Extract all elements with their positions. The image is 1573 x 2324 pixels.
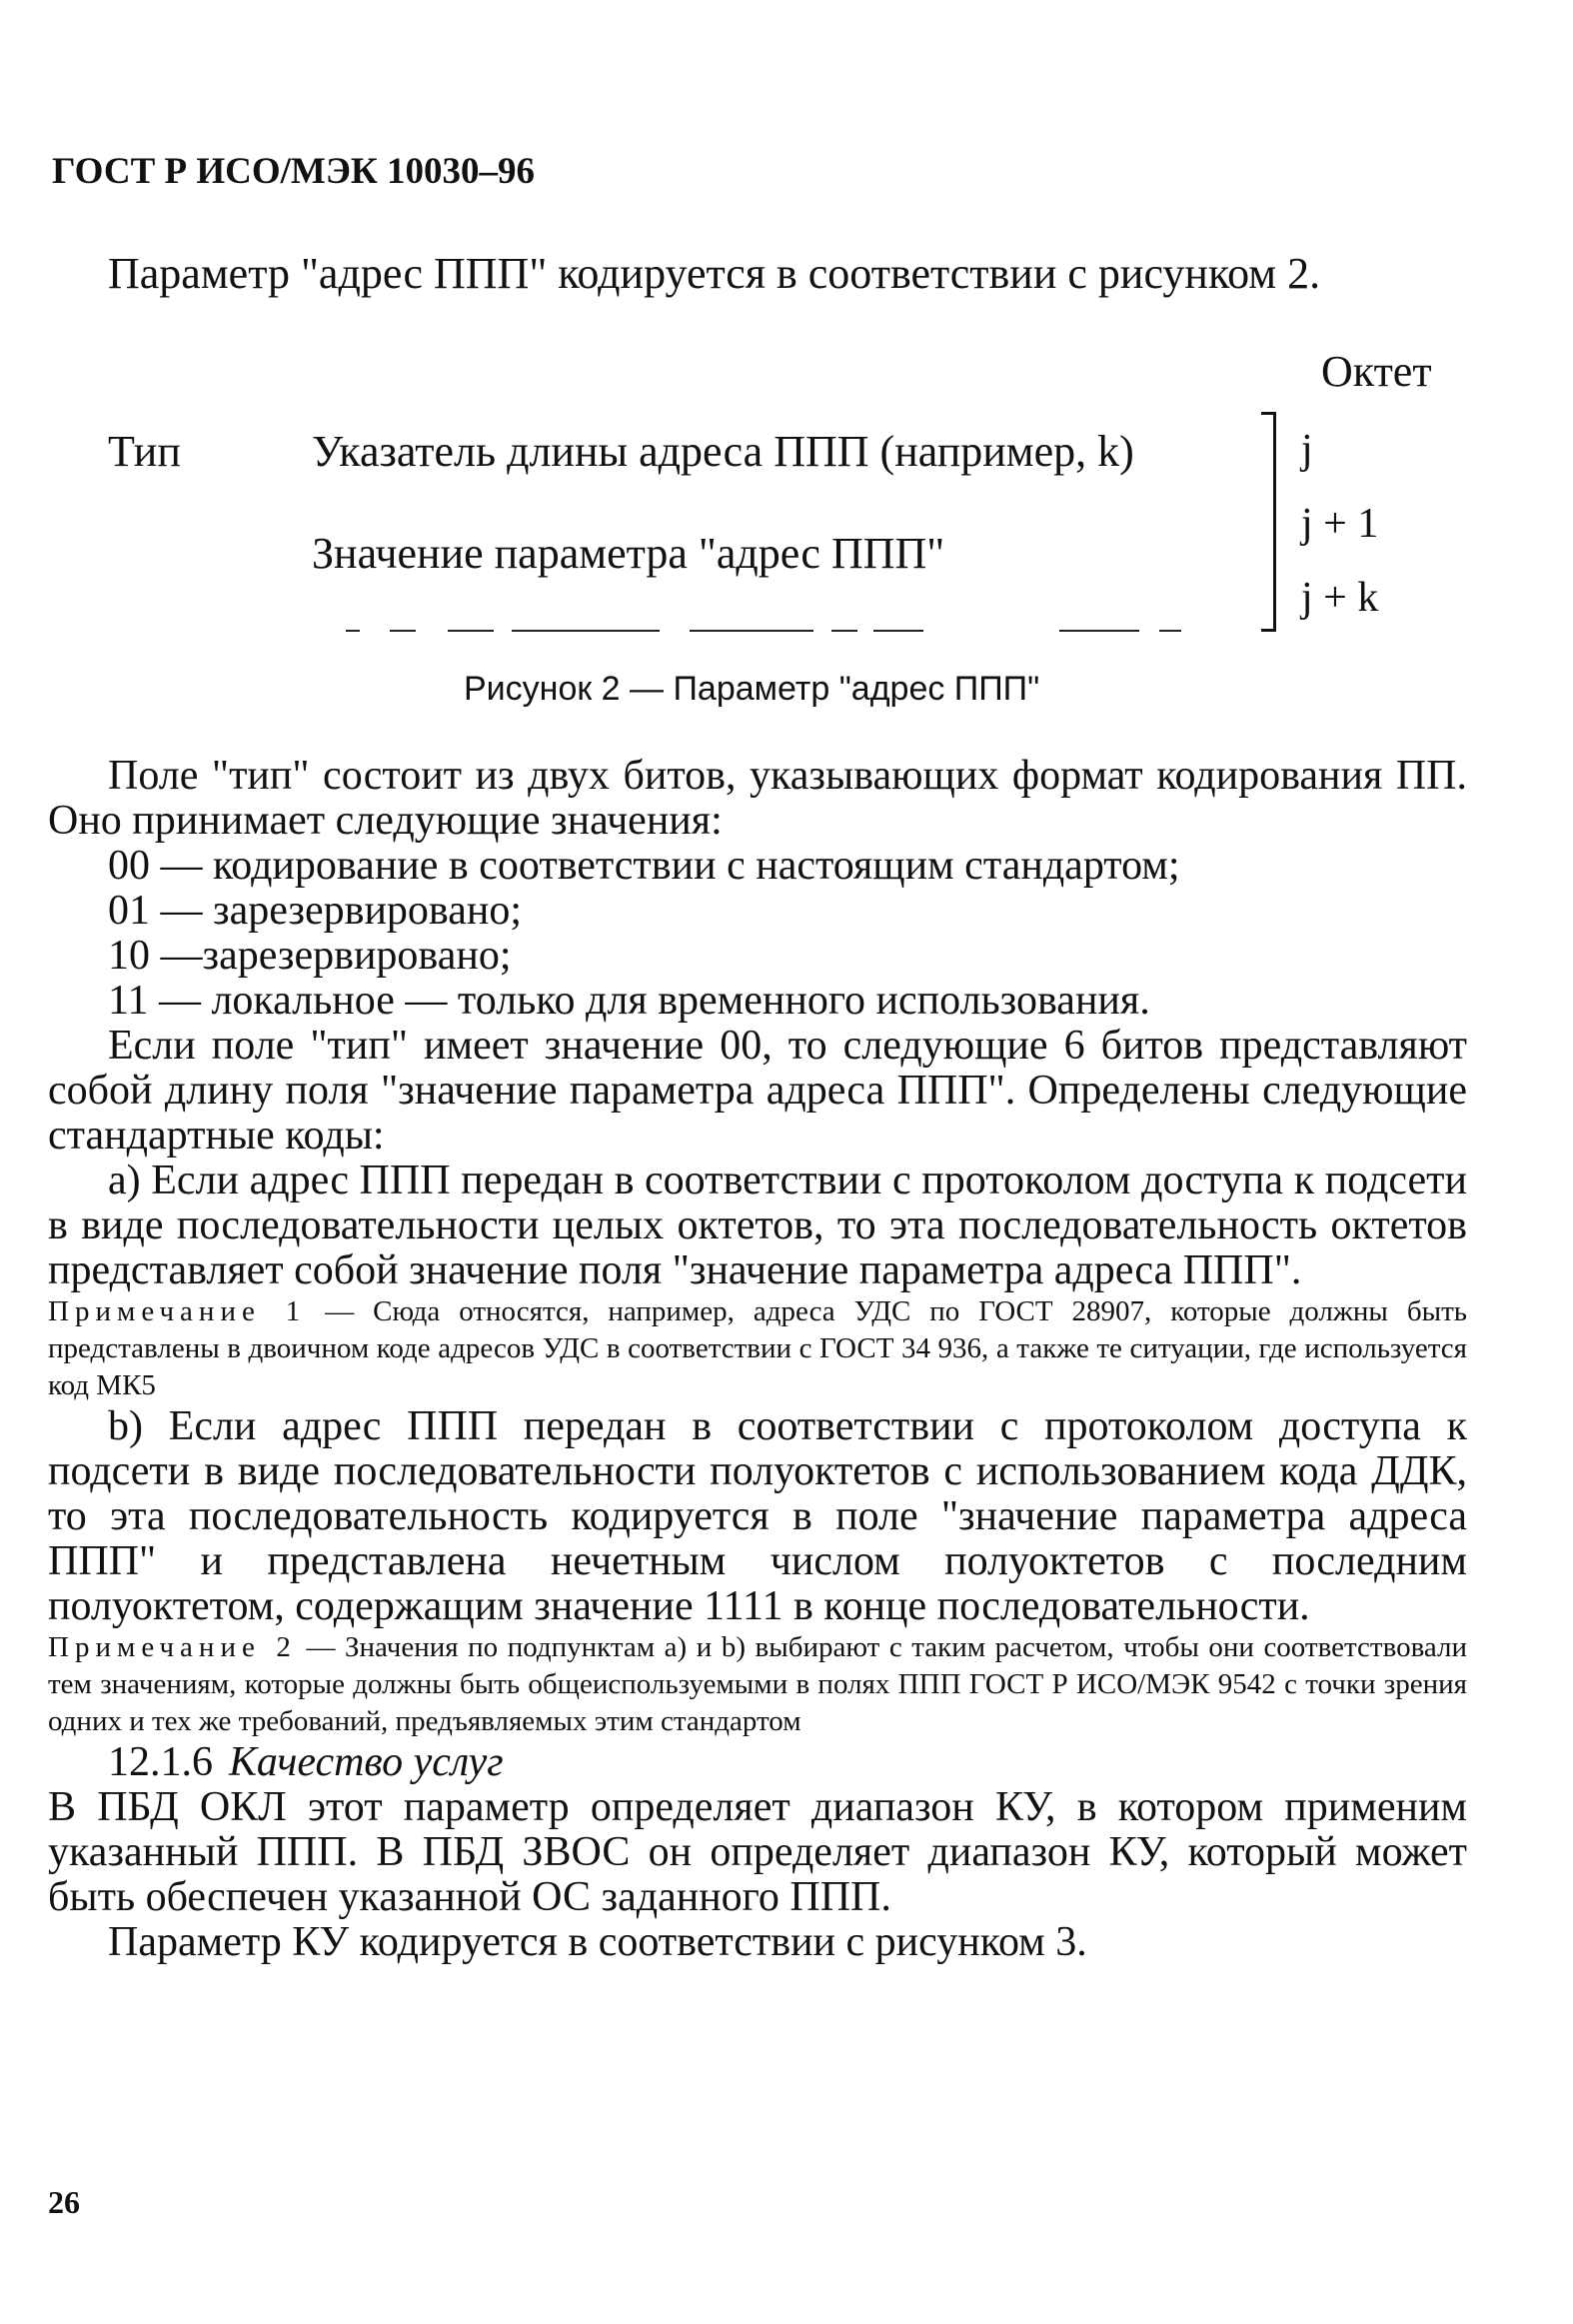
type-field-paragraph: Поле "тип" состоит из двух битов, указывающих формат кодирования ПП. Оно принимает следующие значения: [48, 753, 1467, 844]
figure-dashed-line [512, 630, 660, 632]
figure-dashed-line [1059, 630, 1139, 632]
figure-dashed-line [346, 630, 360, 632]
list-item: 10 —зарезервировано; [108, 933, 512, 979]
section-text: В ПБД ОКЛ этот параметр определяет диапазон КУ, в котором применим указанный ППП. В ПБД ЗВОС он определяет диапазон КУ, который может быть обеспечен указанной ОС заданного ППП. [48, 1784, 1467, 1920]
item-a-paragraph: а) Если адрес ППП передан в соответствии с протоколом доступа к подсети в виде последовательности целых октетов, то эта последовательность октетов представляет собой значение поля "значение параметра адреса ППП". [48, 1158, 1467, 1293]
document-header: ГОСТ Р ИСО/МЭК 10030–96 [52, 151, 536, 192]
figure-dashed-line [390, 630, 416, 632]
note-2-label: Примечание 2 [48, 1631, 297, 1663]
document-body [48, 754, 1467, 1965]
note-1 [48, 1293, 1467, 1404]
list-item: 11 — локальное — только для временного использования. [108, 978, 1150, 1024]
note-1-label: Примечание 1 [48, 1295, 307, 1327]
figure-dashed-line [1159, 630, 1181, 632]
note-2-text: — Значения по подпунктам а) и b) выбирают с таким расчетом, чтобы они соответствовали тем значениям, которые должны быть общеиспользуемыми в полях ППП ГОСТ Р ИСО/МЭК 9542 с точки зрения одних и тех же требований, предъявляемых этим стандартом [48, 1631, 1467, 1737]
figure-octet-label: Октет [1321, 347, 1432, 396]
type-values-list [48, 844, 1467, 1024]
list-item: 01 — зарезервировано; [108, 888, 522, 934]
figure-value-label: Значение параметра "адрес ППП" [312, 529, 945, 578]
figure-type-label: Тип [108, 427, 181, 476]
note-2 [48, 1629, 1467, 1740]
section-title: Качество услуг [229, 1739, 504, 1785]
figure-dashed-line [831, 630, 857, 632]
figure-octet-j1: j + 1 [1301, 501, 1379, 547]
section-last-paragraph: Параметр КУ кодируется в соответствии с рисунком 3. [108, 1919, 1087, 1965]
if-00-paragraph: Если поле "тип" имеет значение 00, то следующие 6 битов представляют собой длину поля "значение параметра адреса ППП". Определены следующие стандартные коды: [48, 1023, 1467, 1159]
intro-paragraph: Параметр "адрес ППП" кодируется в соответствии с рисунком 2. [108, 249, 1321, 298]
figure-length-label: Указатель длины адреса ППП (например, k) [312, 427, 1134, 476]
figure-bracket [1261, 412, 1276, 632]
figure-dashed-line [448, 630, 494, 632]
item-b-paragraph: b) Если адрес ППП передан в соответствии с протоколом доступа к подсети в виде последовательности полуоктетов с использованием кода ДДК, то эта последовательность кодируется в поле "значение параметра адреса ППП" и представлена нечетным числом полуоктетов с последним полуоктетом, содержащим значение 1111 в конце последовательности. [48, 1403, 1467, 1629]
section-heading [48, 1740, 1467, 1785]
figure-dashed-line [873, 630, 923, 632]
figure-caption: Рисунок 2 — Параметр "адрес ППП" [464, 670, 1040, 708]
list-item: 00 — кодирование в соответствии с настоящим стандартом; [108, 843, 1180, 889]
section-number: 12.1.6 [108, 1739, 213, 1785]
figure-octet-jk: j + k [1301, 575, 1379, 621]
figure-dashed-line [690, 630, 813, 632]
note-1-text: — Сюда относятся, например, адреса УДС по ГОСТ 28907, которые должны быть представлены в двоичном коде адресов УДС в соответствии с ГОСТ 34 936, а также те ситуации, где используется код МК5 [48, 1295, 1467, 1401]
page-number: 26 [48, 2184, 80, 2220]
figure-octet-j: j [1301, 427, 1313, 473]
